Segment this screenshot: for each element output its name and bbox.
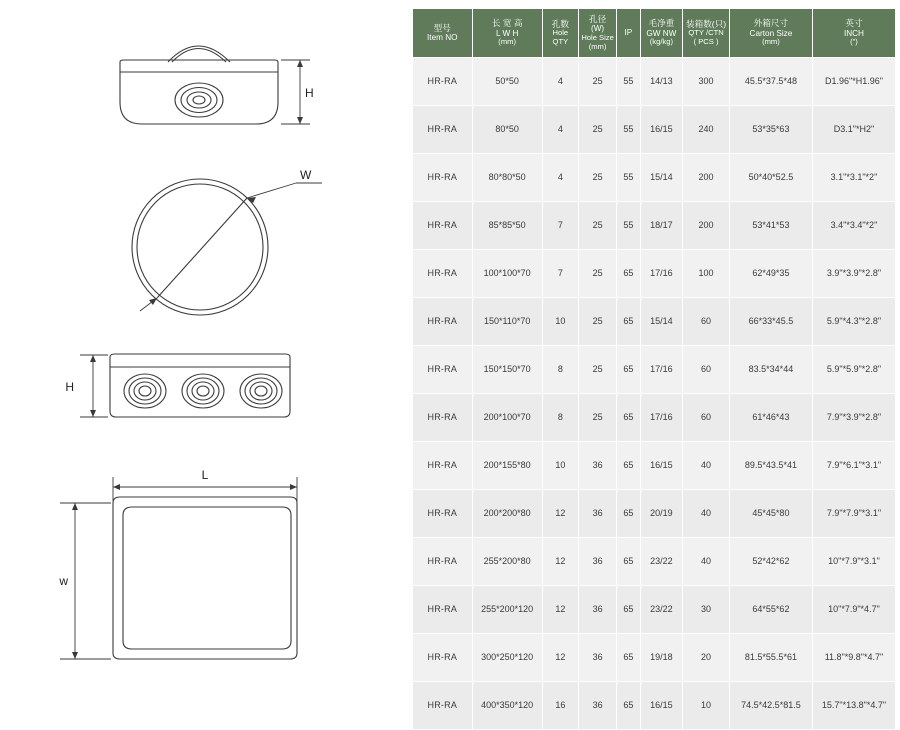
table-row — [413, 249, 896, 297]
cell-model: HR-RA — [413, 489, 473, 537]
cell-weight: 14/13 — [640, 57, 683, 105]
table-row — [413, 201, 896, 249]
cell-hole-qty: 12 — [542, 585, 578, 633]
cell-qty-per-carton: 10 — [683, 681, 730, 729]
cell-qty-per-carton: 30 — [683, 585, 730, 633]
cell-ip: 65 — [617, 393, 640, 441]
cell-ip: 55 — [617, 153, 640, 201]
cell-hole-size: 25 — [578, 393, 616, 441]
cell-ip: 65 — [617, 489, 640, 537]
cell-ip: 55 — [617, 105, 640, 153]
drawing-circle-view — [0, 165, 410, 325]
cell-inch: 5.9"*4.3"*2.8" — [812, 297, 895, 345]
cell-hole-size: 25 — [578, 201, 616, 249]
cell-model: HR-RA — [413, 201, 473, 249]
cell-dimensions: 80*50 — [472, 105, 542, 153]
cell-weight: 23/22 — [640, 585, 683, 633]
dimension-label-w-plan: w — [59, 574, 68, 588]
table-row — [413, 297, 896, 345]
header-hz: 外箱尺寸 — [753, 18, 789, 29]
cell-dimensions: 400*350*120 — [472, 681, 542, 729]
cell-qty-per-carton: 300 — [683, 57, 730, 105]
cell-weight: 19/18 — [640, 633, 683, 681]
cell-hole-size: 25 — [578, 105, 616, 153]
cell-qty-per-carton: 60 — [683, 297, 730, 345]
header-en: IP — [624, 28, 633, 38]
cell-carton-size: 64*55*62 — [729, 585, 812, 633]
header-en: Hole QTY — [552, 27, 569, 46]
drawing-plan-view — [0, 465, 410, 715]
drawings-panel — [0, 0, 410, 729]
cell-weight: 15/14 — [640, 153, 683, 201]
header-hz: 英寸 — [845, 18, 863, 29]
cell-inch: 11.8"*9.8"*4.7" — [812, 633, 895, 681]
cell-hole-qty: 16 — [542, 681, 578, 729]
header-cell-qty-per-carton — [683, 9, 730, 58]
header-en: Carton Size — [749, 28, 793, 38]
header-cell-hole-size — [578, 9, 616, 58]
cell-qty-per-carton: 100 — [683, 249, 730, 297]
cell-carton-size: 53*35*63 — [729, 105, 812, 153]
header-row — [413, 9, 896, 58]
dimension-label-l-plan: L — [201, 468, 209, 482]
cell-carton-size: 61*46*43 — [729, 393, 812, 441]
cell-inch: 7.9"*3.9"*2.8" — [812, 393, 895, 441]
cell-model: HR-RA — [413, 297, 473, 345]
table-row — [413, 105, 896, 153]
table-row — [413, 489, 896, 537]
header-en: INCH — [843, 28, 864, 38]
cell-inch: 3.9"*3.9"*2.8" — [812, 249, 895, 297]
cell-model: HR-RA — [413, 441, 473, 489]
cell-qty-per-carton: 40 — [683, 441, 730, 489]
cell-weight: 17/16 — [640, 393, 683, 441]
header-hz: 装箱数(只) — [686, 18, 727, 29]
table-row — [413, 345, 896, 393]
cell-inch: D3.1"*H2" — [812, 105, 895, 153]
cell-dimensions: 300*250*120 — [472, 633, 542, 681]
cell-weight: 23/22 — [640, 537, 683, 585]
cell-model: HR-RA — [413, 393, 473, 441]
cell-hole-qty: 7 — [542, 201, 578, 249]
header-cell-weight — [640, 9, 683, 58]
cell-dimensions: 85*85*50 — [472, 201, 542, 249]
cell-qty-per-carton: 200 — [683, 153, 730, 201]
cell-dimensions: 255*200*80 — [472, 537, 542, 585]
cell-qty-per-carton: 240 — [683, 105, 730, 153]
header-cell-hole-qty — [542, 9, 578, 58]
header-hz: 毛净重 — [648, 18, 675, 29]
cell-ip: 65 — [617, 633, 640, 681]
table-row — [413, 633, 896, 681]
header-unit: Hole Size (mm) — [581, 32, 614, 51]
header-unit: ( PCS ) — [693, 36, 719, 46]
cell-hole-size: 36 — [578, 633, 616, 681]
header-en: L W H — [495, 28, 519, 38]
cell-inch: 3.1"*3.1"*2" — [812, 153, 895, 201]
cell-dimensions: 50*50 — [472, 57, 542, 105]
drawing-side-view — [0, 0, 410, 165]
cell-dimensions: 200*200*80 — [472, 489, 542, 537]
cell-dimensions: 200*155*80 — [472, 441, 542, 489]
cell-carton-size: 81.5*55.5*61 — [729, 633, 812, 681]
cell-weight: 16/15 — [640, 681, 683, 729]
table-row — [413, 393, 896, 441]
table-row — [413, 153, 896, 201]
header-hz: 孔数 — [551, 18, 569, 29]
cell-inch: 10"*7.9"*3.1" — [812, 537, 895, 585]
header-en: (W) — [590, 24, 605, 34]
cell-hole-size: 25 — [578, 249, 616, 297]
drawing-front-view — [0, 325, 410, 465]
cell-hole-qty: 4 — [542, 153, 578, 201]
cell-weight: 20/19 — [640, 489, 683, 537]
header-hz: 孔径 — [588, 14, 607, 24]
cell-model: HR-RA — [413, 681, 473, 729]
spec-table-body — [413, 57, 896, 729]
cell-carton-size: 45.5*37.5*48 — [729, 57, 812, 105]
cell-inch: 7.9"*6.1"*3.1" — [812, 441, 895, 489]
cell-ip: 65 — [617, 345, 640, 393]
cell-dimensions: 150*150*70 — [472, 345, 542, 393]
cell-model: HR-RA — [413, 585, 473, 633]
header-cell-dimensions — [472, 9, 542, 58]
cell-hole-qty: 12 — [542, 489, 578, 537]
cell-model: HR-RA — [413, 345, 473, 393]
cell-hole-size: 36 — [578, 681, 616, 729]
cell-hole-size: 36 — [578, 585, 616, 633]
table-row — [413, 585, 896, 633]
cell-weight: 17/16 — [640, 345, 683, 393]
cell-carton-size: 50*40*52.5 — [729, 153, 812, 201]
cell-model: HR-RA — [413, 105, 473, 153]
cell-hole-qty: 4 — [542, 105, 578, 153]
cell-inch: 5.9"*5.9"*2.8" — [812, 345, 895, 393]
header-cell-carton-size — [729, 9, 812, 58]
header-hz: 长 宽 高 — [491, 18, 523, 29]
cell-inch: 10"*7.9"*4.7" — [812, 585, 895, 633]
cell-inch: D1.96"*H1.96" — [812, 57, 895, 105]
cell-model: HR-RA — [413, 153, 473, 201]
spec-table-container — [412, 8, 896, 730]
header-en: Item NO — [427, 33, 458, 43]
cell-carton-size: 89.5*43.5*41 — [729, 441, 812, 489]
cell-hole-qty: 10 — [542, 441, 578, 489]
cell-ip: 55 — [617, 57, 640, 105]
spec-table-header — [413, 9, 896, 58]
dimension-label-w-circle: W — [300, 168, 312, 182]
cell-weight: 15/14 — [640, 297, 683, 345]
cell-model: HR-RA — [413, 249, 473, 297]
header-cell-model — [413, 9, 473, 58]
cell-hole-qty: 8 — [542, 393, 578, 441]
cell-hole-size: 25 — [578, 297, 616, 345]
cell-hole-qty: 4 — [542, 57, 578, 105]
cell-qty-per-carton: 20 — [683, 633, 730, 681]
cell-carton-size: 62*49*35 — [729, 249, 812, 297]
header-unit: (mm) — [762, 37, 780, 47]
cell-ip: 65 — [617, 537, 640, 585]
cell-inch: 7.9"*7.9"*3.1" — [812, 489, 895, 537]
cell-ip: 65 — [617, 681, 640, 729]
cell-carton-size: 66*33*45.5 — [729, 297, 812, 345]
cell-ip: 65 — [617, 585, 640, 633]
header-unit: (") — [850, 37, 858, 47]
cell-hole-size: 36 — [578, 537, 616, 585]
cell-hole-qty: 12 — [542, 633, 578, 681]
header-en: GW NW — [646, 28, 677, 38]
header-en: QTY /CTN — [688, 27, 724, 37]
cell-qty-per-carton: 60 — [683, 345, 730, 393]
table-row — [413, 537, 896, 585]
cell-inch: 15.7"*13.8"*4.7" — [812, 681, 895, 729]
cell-weight: 16/15 — [640, 441, 683, 489]
header-hz: 型号 — [433, 22, 451, 33]
spec-table — [412, 8, 896, 730]
cell-carton-size: 45*45*80 — [729, 489, 812, 537]
table-row — [413, 57, 896, 105]
cell-hole-size: 36 — [578, 489, 616, 537]
cell-hole-size: 25 — [578, 57, 616, 105]
dimension-label-h-side: H — [305, 86, 314, 100]
cell-carton-size: 52*42*62 — [729, 537, 812, 585]
cell-hole-size: 25 — [578, 153, 616, 201]
cell-dimensions: 255*200*120 — [472, 585, 542, 633]
header-unit: (mm) — [498, 37, 517, 47]
cell-model: HR-RA — [413, 537, 473, 585]
cell-dimensions: 100*100*70 — [472, 249, 542, 297]
cell-weight: 18/17 — [640, 201, 683, 249]
cell-weight: 16/15 — [640, 105, 683, 153]
cell-ip: 65 — [617, 249, 640, 297]
table-row — [413, 441, 896, 489]
header-cell-ip — [617, 9, 640, 58]
cell-qty-per-carton: 40 — [683, 537, 730, 585]
cell-hole-qty: 8 — [542, 345, 578, 393]
cell-hole-qty: 10 — [542, 297, 578, 345]
cell-ip: 55 — [617, 201, 640, 249]
cell-carton-size: 83.5*34*44 — [729, 345, 812, 393]
cell-dimensions: 80*80*50 — [472, 153, 542, 201]
cell-dimensions: 200*100*70 — [472, 393, 542, 441]
cell-carton-size: 74.5*42.5*81.5 — [729, 681, 812, 729]
cell-ip: 65 — [617, 297, 640, 345]
header-cell-inch — [812, 9, 895, 58]
cell-hole-size: 36 — [578, 441, 616, 489]
cell-qty-per-carton: 200 — [683, 201, 730, 249]
cell-model: HR-RA — [413, 633, 473, 681]
cell-hole-size: 25 — [578, 345, 616, 393]
cell-qty-per-carton: 60 — [683, 393, 730, 441]
cell-model: HR-RA — [413, 57, 473, 105]
cell-inch: 3.4"*3.4"*2" — [812, 201, 895, 249]
cell-qty-per-carton: 40 — [683, 489, 730, 537]
table-row — [413, 681, 896, 729]
cell-hole-qty: 7 — [542, 249, 578, 297]
cell-weight: 17/16 — [640, 249, 683, 297]
cell-dimensions: 150*110*70 — [472, 297, 542, 345]
cell-carton-size: 53*41*53 — [729, 201, 812, 249]
header-unit: (kg/kg) — [649, 37, 673, 47]
dimension-label-h-front: H — [65, 380, 74, 394]
cell-ip: 65 — [617, 441, 640, 489]
cell-hole-qty: 12 — [542, 537, 578, 585]
